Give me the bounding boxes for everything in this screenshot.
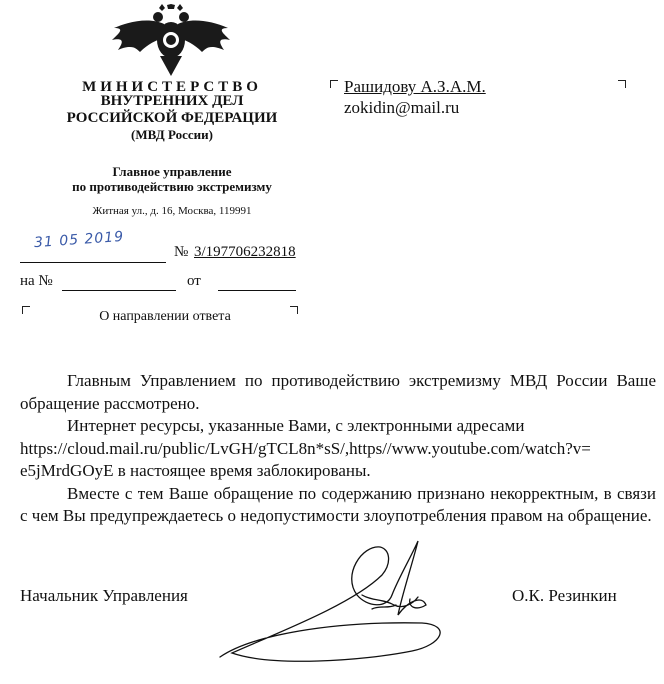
federation-title: РОССИЙСКОЙ ФЕДЕРАЦИИ (66, 110, 278, 126)
reference-number-line (62, 290, 176, 291)
recipient-name: Рашидову А.З.А.М. (344, 77, 486, 96)
letter-body (20, 370, 656, 528)
department-title: Главное управление (112, 164, 232, 179)
paragraph-3: Вместе с тем Ваше обращение по содержанию признано некорректным, в связи с чем Вы предупреждаетесь о недопустимости злоупотребления правом на обращение. (20, 483, 656, 525)
handwritten-date: 31 05 2019 (33, 228, 125, 252)
paragraph-2-end: e5jMrdGOyE в настоящее время заблокированы. (20, 461, 371, 480)
double-headed-eagle-emblem (112, 4, 230, 76)
signatory-role: Начальник Управления (20, 586, 188, 605)
handwritten-signature (212, 535, 482, 675)
recipient-email: zokidin@mail.ru (344, 98, 460, 117)
ministry-title: МИНИСТЕРСТВО (82, 79, 262, 95)
department-subtitle: по противодействию экстремизму (72, 179, 272, 194)
ministry-subtitle: ВНУТРЕННИХ ДЕЛ (100, 93, 244, 109)
signatory-name: О.К. Резинкин (512, 586, 617, 605)
document-number: 3/197706232818 (194, 244, 296, 260)
paragraph-2-start: Интернет ресурсы, указанные Вами, с электронными адресами (67, 416, 525, 435)
reference-date-line (218, 290, 296, 291)
ministry-abbreviation: (МВД России) (131, 127, 213, 142)
blocked-urls: https://cloud.mail.ru/public/LvGH/gTCL8n*sS/,https//www.youtube.com/watch?v= (20, 438, 591, 458)
address: Житная ул., д. 16, Москва, 119991 (92, 205, 252, 217)
reference-date-label: от (187, 273, 201, 289)
paragraph-1: Главным Управлением по противодействию экстремизму МВД России Ваше обращение рассмотрено. (20, 371, 656, 413)
number-label: № (174, 244, 189, 260)
subject-line: О направлении ответа (99, 309, 231, 324)
reference-number-label: на № (20, 273, 53, 289)
recipient-corner-left (330, 80, 338, 88)
date-line (20, 262, 166, 263)
recipient-corner-right (618, 80, 626, 88)
